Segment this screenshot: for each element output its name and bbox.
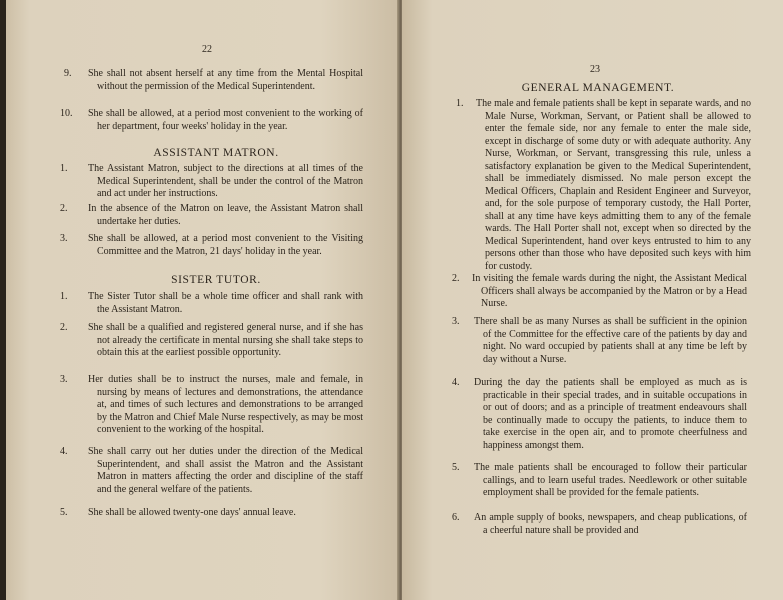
paragraph-text: During the day the patients shall be employed as much as is practicable in their special trades, and in suitable occupations in or out of doors; and as a principle of treatment endeavours shall be continually made to occupy the patients, to induce them to take exercise in the open air, and to promote cheerfulness and happiness amongst them. xyxy=(474,377,747,451)
paragraph-number: 10. xyxy=(60,108,73,119)
paragraph-number: 4. xyxy=(60,446,68,457)
paragraph-text: She shall be allowed, at a period most convenient to the working of her department, four weeks' holiday in the year. xyxy=(88,108,363,132)
paragraph-number: 2. xyxy=(60,203,68,214)
paragraph-text: The Assistant Matron, subject to the directions at all times of the Medical Superintendent, shall be under the control of the Matron and act under her instructions. xyxy=(88,163,363,199)
paragraph-text: In the absence of the Matron on leave, the Assistant Matron shall undertake her duties. xyxy=(88,203,363,227)
section-heading: SISTER TUTOR. xyxy=(171,274,261,286)
paragraph-number: 1. xyxy=(456,98,464,109)
paragraph-number: 6. xyxy=(452,512,460,523)
paragraph-text: There shall be as many Nurses as shall be sufficient in the opinion of the Committee for the effective care of the patients by day and night. No ward occupied by patients shall at any time be left by day without a Nurse. xyxy=(474,316,747,365)
paragraph-text: She shall carry out her duties under the direction of the Medical Superintendent, and shall assist the Matron and the Assistant Matron in matters affecting the order and discipline of the staff and the general welfare of the patients. xyxy=(88,446,363,495)
paragraph-number: 9. xyxy=(64,68,72,79)
paragraph-text: Her duties shall be to instruct the nurses, male and female, in nursing by means of lectures and demonstrations, the attendance at, and times of such lectures and demonstrations to be arranged by the Matron and Chief Male Nurse respectively, as may be most convenient to the working of the hospital. xyxy=(88,374,363,435)
paragraph-number: 3. xyxy=(452,316,460,327)
paragraph-number: 5. xyxy=(452,462,460,473)
paragraph-text: An ample supply of books, newspapers, and cheap publications, of a cheerful nature shall be provided and xyxy=(474,512,747,536)
right-page xyxy=(402,0,783,600)
left-page xyxy=(6,0,399,600)
paragraph-number: 5. xyxy=(60,507,68,518)
paragraph-number: 1. xyxy=(60,163,68,174)
paragraph-text: The male patients shall be encouraged to follow their particular callings, and to learn useful trades. Needlework or other suitable employment shall be provided for the female patients. xyxy=(474,462,747,498)
section-heading: GENERAL MANAGEMENT. xyxy=(521,82,675,94)
section-heading: ASSISTANT MATRON. xyxy=(153,147,279,159)
page-number: 22 xyxy=(202,44,212,55)
paragraph-number: 2. xyxy=(452,273,460,284)
paragraph-text: She shall be a qualified and registered general nurse, and if she has not already the certificate in mental nursing she shall take steps to obtain this at the earliest possible opportunity. xyxy=(88,322,363,358)
paragraph-text: The Sister Tutor shall be a whole time officer and shall rank with the Assistant Matron. xyxy=(88,291,363,315)
paragraph-text: She shall not absent herself at any time from the Mental Hospital without the permission of the Medical Superintendent. xyxy=(88,68,363,92)
page-number: 23 xyxy=(590,64,600,75)
paragraph-text: She shall be allowed, at a period most convenient to the Visiting Committee and the Matron, 21 days' holiday in the year. xyxy=(88,233,363,257)
paragraph-text: In visiting the female wards during the night, the Assistant Medical Officers shall always be accompanied by the Matron or by a Head Nurse. xyxy=(472,273,747,309)
paragraph-text: She shall be allowed twenty-one days' annual leave. xyxy=(88,507,296,518)
paragraph-number: 2. xyxy=(60,322,68,333)
paragraph-number: 3. xyxy=(60,233,68,244)
paragraph-text: The male and female patients shall be kept in separate wards, and no Male Nurse, Workman, Servant, or Patient shall be allowed to enter the female side, nor any female to enter the male side, except in discharge of some duty or with adequate authority. Any Nurse, Workman, or Servant, transgressing this rule, unless a satisfactory explanation be given to the Medical Superintendent, shall be immediately dismissed. No male person except the Medical Officers, Chaplain and Resident Engineer and Surveyor, and, for the sole purpose of temporary custody, the Hall Porter, shall at any time have keys admitting them to any of the female wards. The Hall Porter shall not, except when so directed by the Medical Superintendent, hand over keys entrusted to him to any persons other than those who have deposited such keys with him for custody. xyxy=(476,98,751,272)
paragraph-number: 3. xyxy=(60,374,68,385)
paragraph-number: 1. xyxy=(60,291,68,302)
paragraph-number: 4. xyxy=(452,377,460,388)
